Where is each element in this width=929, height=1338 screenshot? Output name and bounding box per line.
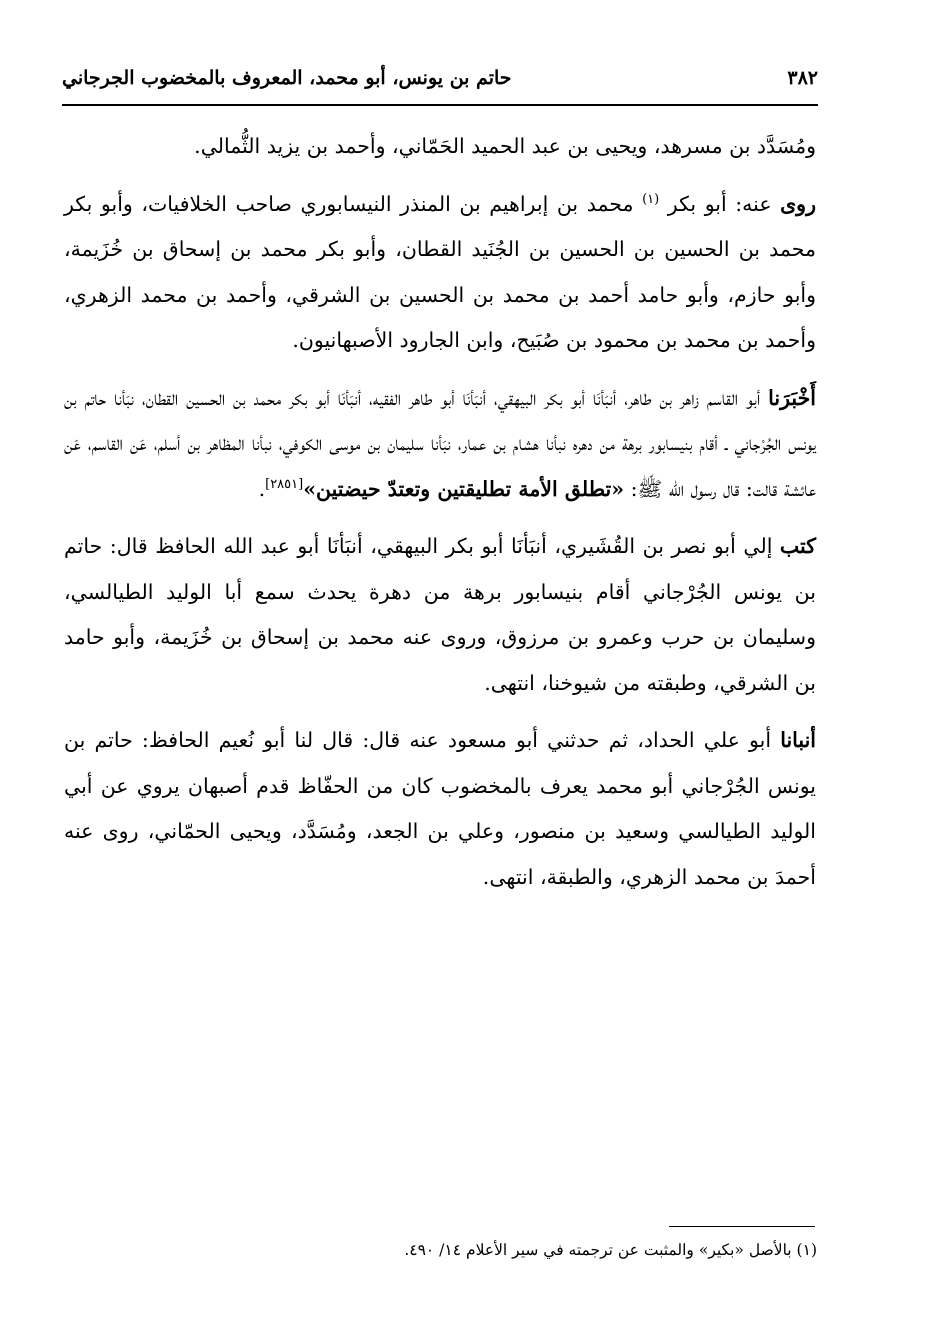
running-title: حاتم بن يونس، أبو محمد، المعروف بالمخضوب الجرجاني [62,67,512,89]
footnote-rule [669,1226,815,1227]
paragraph-narrators [64,182,816,364]
paragraph-text: إلي أبو نصر بن القُشَيري، أنبَأنَا أبو بكر البيهقي، أنبَأنَا أبو عبد الله الحافظ قال: حاتم بن يونس الجُرْجاني أقام بنيسابور برهة من دهرة يحدث سمع أبا الوليد الطيالسي، وسليمان بن حرب وعمرو بن مرزوق، وروى عنه محمد بن إسحاق بن خُزَيمة، وأبو حامد بن الشرقي، وطبقته من شيوخنا، انتهى. [64,534,816,695]
footnote [137,1238,817,1262]
paragraph-text: أبو القاسم زاهر بن طاهر، أنبَأنَا أبو بكر البيهقي، أنبَأنَا أبو طاهر الفقيه، أنبَأنَا أبو بكر محمد بن الحسين القطان، نبَأنا حاتم بن يونس الجُرْجاني ـ أقام بنيسابور برهة من دهره نبأنا هشام بن عمار، نبَأنا سليمان بن موسى الكوفي، نبأنا المظاهر بن أسلم، عَن القاسم، عَن عائشة قالت: قال رسول الله ﷺ: [64,385,816,501]
paragraph-text: عنه: أبو بكر [667,191,781,216]
paragraph-abu-nuaym-report [64,718,816,900]
paragraph-text: ومُسَدَّد بن مسرهد، ويحيى بن عبد الحميد الحَمّاني، وأحمد بن يزيد الثُّمالي. [194,134,816,158]
paragraph-end: . [258,476,266,501]
paragraph-hadith-chain [64,376,816,513]
paragraph-lead-word: كتب [779,534,816,558]
paragraph-lead-word: روى [780,191,816,216]
paragraph-text: أبو علي الحداد، ثم حدثني أبو مسعود عنه قال: قال لنا أبو نُعيم الحافظ: حاتم بن يونس الجُرْجاني أبو محمد يعرف بالمخضوب كان من الحفّاظ قدم أصبهان يروي عن أبي الوليد الطيالسي وسعيد بن منصور، وعلي بن الجعد، ومُسَدَّد، ويحيى الحمّاني، روى عنه أحمدَ بن محمد الزهري، والطبقة، انتهى. [64,728,816,889]
hadith-text: «تطلق الأمة تطليقتين وتعتدّ حيضتين» [303,476,625,501]
page-header [62,58,818,98]
header-rule [62,104,818,106]
main-text [64,124,816,912]
footnote-mark: (١) [796,1241,817,1259]
footnote-text: بالأصل «بكير» والمثبت عن ترجمته في سير الأعلام ١٤/ ٤٩٠. [404,1241,792,1259]
paragraph-lead-word: أَخْبَرَنا [768,385,816,410]
paragraph-teachers [64,124,816,170]
hadith-number: [٢٨٥١] [265,476,304,492]
paragraph-hakim-report [64,524,816,706]
paragraph-lead-word: أنبانا [780,728,816,752]
page-number: ٣٨٢ [787,67,818,89]
footnote-reference[interactable]: (١) [642,191,660,207]
paragraph-text: محمد بن إبراهيم بن المنذر النيسابوري صاحب الخلافيات، وأبو بكر محمد بن الحسين بن الحسين بن الجُنَيد القطان، وأبو بكر محمد بن إسحاق بن خُزَيمة، وأبو حازم، وأبو حامد أحمد بن محمد بن الحسين بن الشرقي، وأحمد بن محمد الزهري، وأحمد بن محمد بن محمود بن صُبَيح، وابن الجارود الأصبهانيون. [64,191,816,352]
